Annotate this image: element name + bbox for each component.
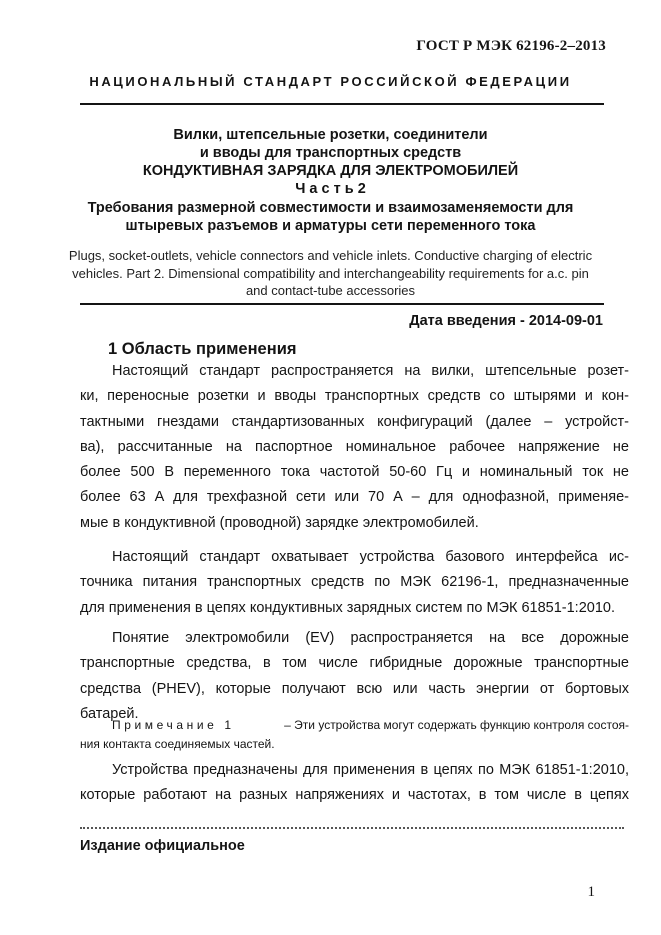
text-line: средства (PHEV), которые получают всю или часть энергии от бортовых [80,680,629,697]
text-line: Понятие электромобили (EV) распространяется на все дорожные [112,630,629,646]
edition-label: Издание официальное [80,838,245,854]
paragraph-3 [80,626,629,727]
text-line: для применения в цепях кондуктивных зарядных систем по МЭК 61851-1:2010. [80,599,615,616]
title-line: и вводы для транспортных средств [199,145,462,161]
text-line: Устройства предназначены для применения в цепях по МЭК 61851-1:2010, [112,762,629,778]
introduction-date: Дата введения - 2014-09-01 [409,313,603,329]
note [80,716,629,754]
paragraph-2 [80,545,629,621]
note-text: – Эти устройства могут содержать функцию контроля состоя- [284,718,629,732]
title-line: КОНДУКТИВНАЯ ЗАРЯДКА ДЛЯ ЭЛЕКТРОМОБИЛЕЙ [142,163,519,179]
text-line: более 500 В переменного тока частотой 50-60 Гц и номинальный ток не [80,464,629,481]
text-line: ва), рассчитанные на паспортное номинальное рабочее напряжение не [80,438,629,455]
text-line: транспортные средства, в том числе гибридные дорожные транспортные [80,655,629,672]
note-text: ния контакта соединяемых частей. [80,737,275,751]
title-en-line: and contact-tube accessories [245,283,416,298]
part-label: Ч а с т ь 2 [295,181,366,197]
text-line: мые в кондуктивной (проводной) зарядке электромобилей. [80,514,479,531]
text-line: более 63 А для трехфазной сети или 70 А – для однофазной, применяе- [80,489,629,506]
text-line: ки, переносные розетки и вводы транспортных средств со штырями и кон- [80,388,629,405]
title-rule [80,303,604,305]
section-heading: 1 Область применения [108,340,297,358]
page-number: 1 [587,884,595,900]
text-line: точника питания транспортных средств по МЭК 62196-1, предназначенные [80,574,629,591]
text-line: батарей. [80,705,139,722]
title-en-line: Plugs, socket-outlets, vehicle connectors and vehicle inlets. Conductive charging of electric [68,248,593,263]
text-line: Настоящий стандарт распространяется на вилки, штепсельные розет- [112,363,629,379]
title-line: Вилки, штепсельные розетки, соединители [173,127,488,143]
title-en-line: vehicles. Part 2. Dimensional compatibility and interchangeability requirements for a.c. pin [72,266,589,281]
footer-separator [80,827,624,829]
title-line: штыревых разъемов и арматуры сети переменного тока [125,218,536,234]
text-line: Настоящий стандарт охватывает устройства базового интерфейса ис- [112,549,629,565]
national-standard-heading: НАЦИОНАЛЬНЫЙ СТАНДАРТ РОССИЙСКОЙ ФЕДЕРАЦИИ [89,74,572,89]
top-rule [80,103,604,105]
paragraph-4 [80,758,629,809]
note-label: Примечание 1 [112,718,235,732]
paragraph-1 [80,359,629,536]
text-line: тактными гнездами стандартизованных конфигураций (далее – устройст- [80,413,629,430]
title-line: Требования размерной совместимости и взаимозаменяемости для [87,200,574,216]
document-code: ГОСТ Р МЭК 62196-2–2013 [416,38,606,54]
text-line: которые работают на разных напряжениях и частотах, в том числе в цепях [80,787,629,804]
